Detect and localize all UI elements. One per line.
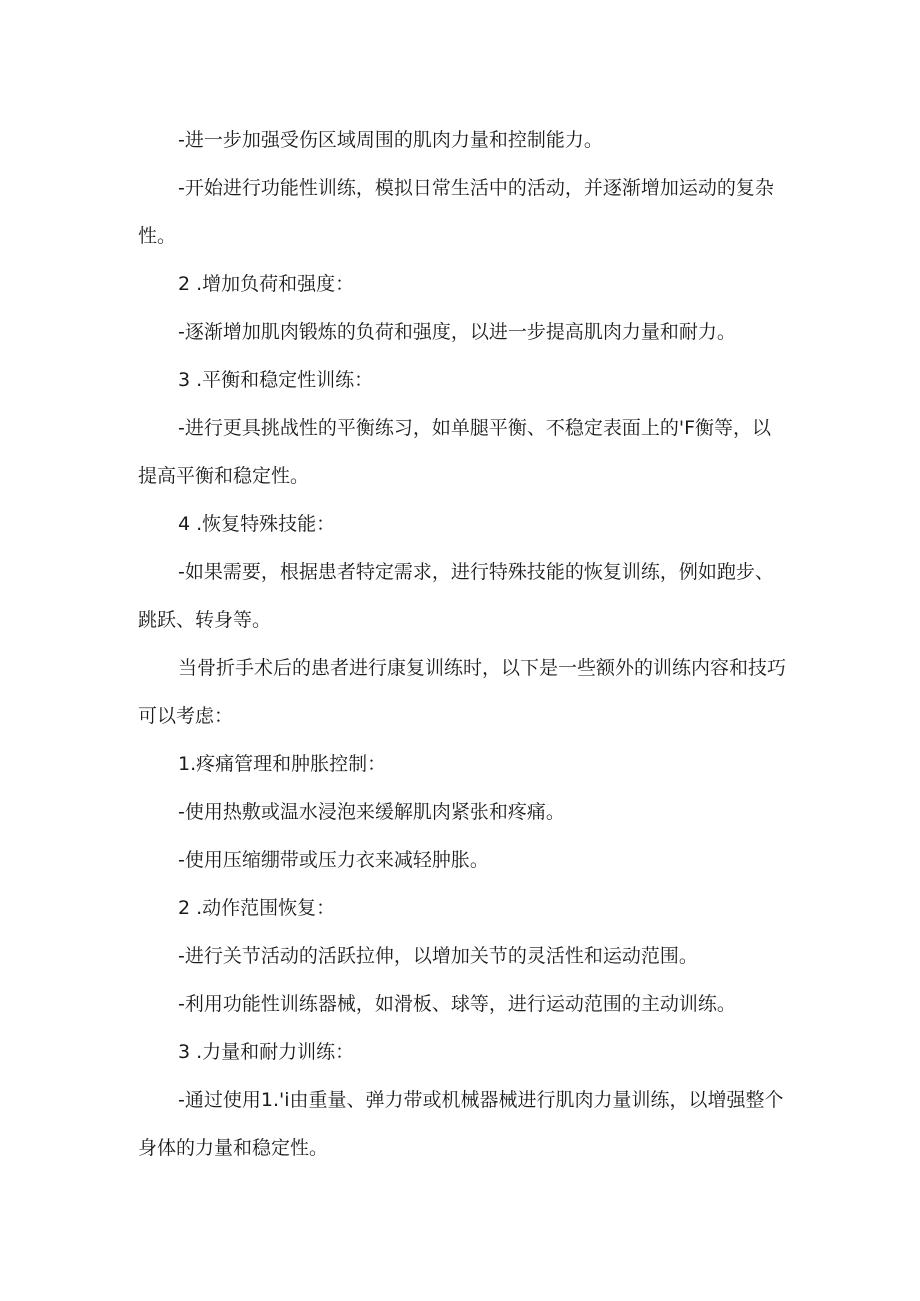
paragraph-11: -使用热敷或温水浸泡来缓解肌肉紧张和疼痛。 [178,801,565,823]
paragraph-3: 2 .增加负荷和强度： [178,273,355,295]
paragraph-17: -通过使用1.'i由重量、弹力带或机械器械进行肌肉力量训练，以增强整个身体的力量和稳定性。 [138,1089,784,1159]
paragraph-9: 当骨折手术后的患者进行康复训练时，以下是一些额外的训练内容和技巧可以考虑： [138,657,787,727]
paragraph-2: -开始进行功能性训练，模拟日常生活中的活动，并逐渐增加运动的复杂性。 [138,177,774,247]
paragraph-7: 4 .恢复特殊技能： [178,513,336,535]
paragraph-4: -逐渐增加肌肉锻炼的负荷和强度，以进一步提高肌肉力量和耐力。 [178,321,736,343]
paragraph-16: 3 .力量和耐力训练： [178,1041,355,1063]
paragraph-12: -使用压缩绷带或压力衣来减轻肿胀。 [178,849,489,871]
paragraph-14: -进行关节活动的活跃拉伸，以增加关节的灵活性和运动范围。 [178,945,698,967]
paragraph-1: -进一步加强受伤区域周围的肌肉力量和控制能力。 [178,129,603,151]
paragraph-10: 1.疼痛管理和肿胀控制： [178,753,387,775]
paragraph-8: -如果需要，根据患者特定需求，进行特殊技能的恢复训练，例如跑步、跳跃、转身等。 [138,561,774,631]
paragraph-13: 2 .动作范围恢复： [178,897,336,919]
paragraph-15: -利用功能性训练器械，如滑板、球等，进行运动范围的主动训练。 [178,993,736,1015]
paragraph-5: 3 .平衡和稳定性训练： [178,369,374,391]
paragraph-6: -进行更具挑战性的平衡练习，如单腿平衡、不稳定表面上的'F衡等，以提高平衡和稳定性。 [138,417,772,487]
